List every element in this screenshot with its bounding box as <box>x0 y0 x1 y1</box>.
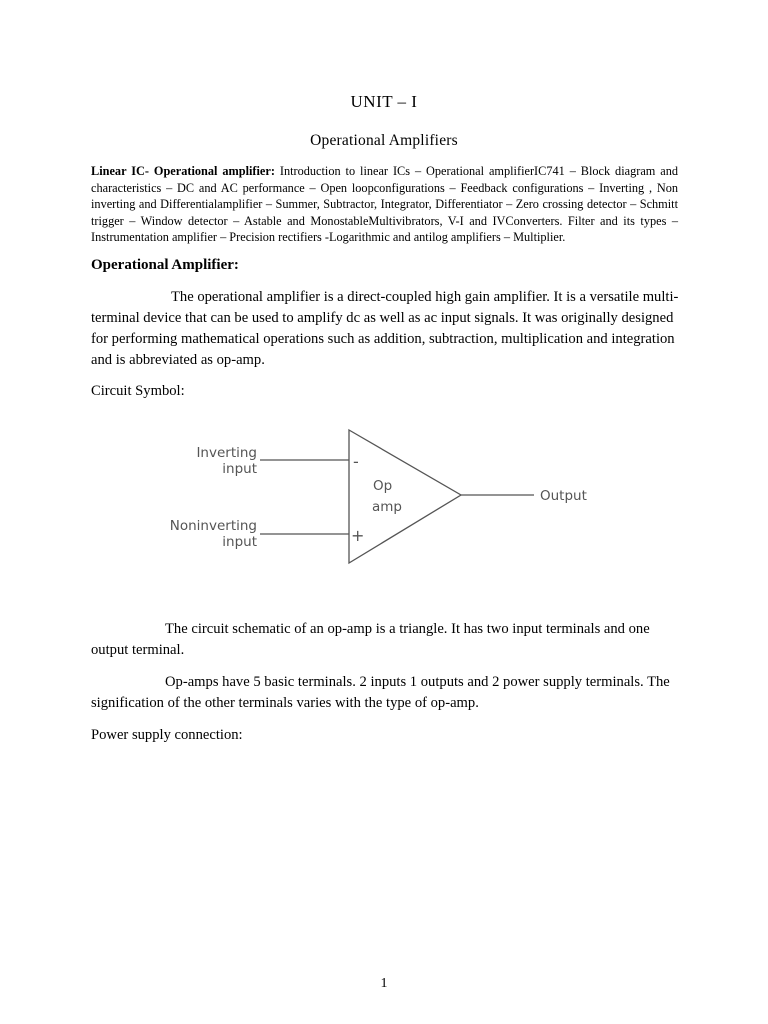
terminals-text: Op-amps have 5 basic terminals. 2 inputs 1 outputs and 2 power supply terminals. The signification of the other terminals varies with the type of op-amp. <box>91 674 670 711</box>
noninverting-label-2: input <box>222 534 257 550</box>
syllabus-text: Introduction to linear ICs – Operational amplifierIC741 – Block diagram and characteristics – DC and AC performance – Open loopconfigurations – Feedback configurations – Inverting , Non inverting and Differentialamplifier – Summer, Subtractor, Integrator, Differentiator – Zero crossing detector – Schmitt trigger – Window detector – Astable and MonostableMultivibrators, V-I and IVConverters. Filter and its types – Instrumentation amplifier – Precision rectifiers -Logarithmic and antilog amplifiers – Multiplier. <box>91 164 679 245</box>
inverting-label-1: Inverting <box>196 445 257 461</box>
chapter-title: Operational Amplifiers <box>310 132 458 149</box>
syllabus-paragraph <box>91 163 678 246</box>
circuit-symbol-label: Circuit Symbol: <box>91 383 185 399</box>
output-label: Output <box>540 488 587 504</box>
minus-sign: - <box>353 452 359 471</box>
page-number: 1 <box>380 976 388 991</box>
unit-title: UNIT – I <box>350 92 418 111</box>
inverting-label-2: input <box>222 461 257 477</box>
terminals-paragraph <box>91 672 681 714</box>
noninverting-label-1: Noninverting <box>169 518 257 534</box>
syllabus-lead: Linear IC- Operational amplifier: <box>91 164 275 178</box>
op-amp-diagram <box>150 420 610 580</box>
schematic-text: The circuit schematic of an op-amp is a triangle. It has two input terminals and one output terminal. <box>91 621 650 658</box>
amp-label: amp <box>372 499 402 515</box>
op-amp-triangle <box>349 430 461 563</box>
op-label: Op <box>373 478 393 494</box>
section-heading: Operational Amplifier: <box>91 257 239 273</box>
intro-text: The operational amplifier is a direct-coupled high gain amplifier. It is a versatile multi-terminal device that can be used to amplify dc as well as ac input signals. It was originally designed for performing mathematical operations such as addition, subtraction, multiplication and integration and is abbreviated as op-amp. <box>91 289 679 368</box>
power-supply-label: Power supply connection: <box>91 727 243 743</box>
plus-sign: + <box>351 526 365 545</box>
intro-paragraph <box>91 287 681 371</box>
schematic-paragraph <box>91 619 681 661</box>
